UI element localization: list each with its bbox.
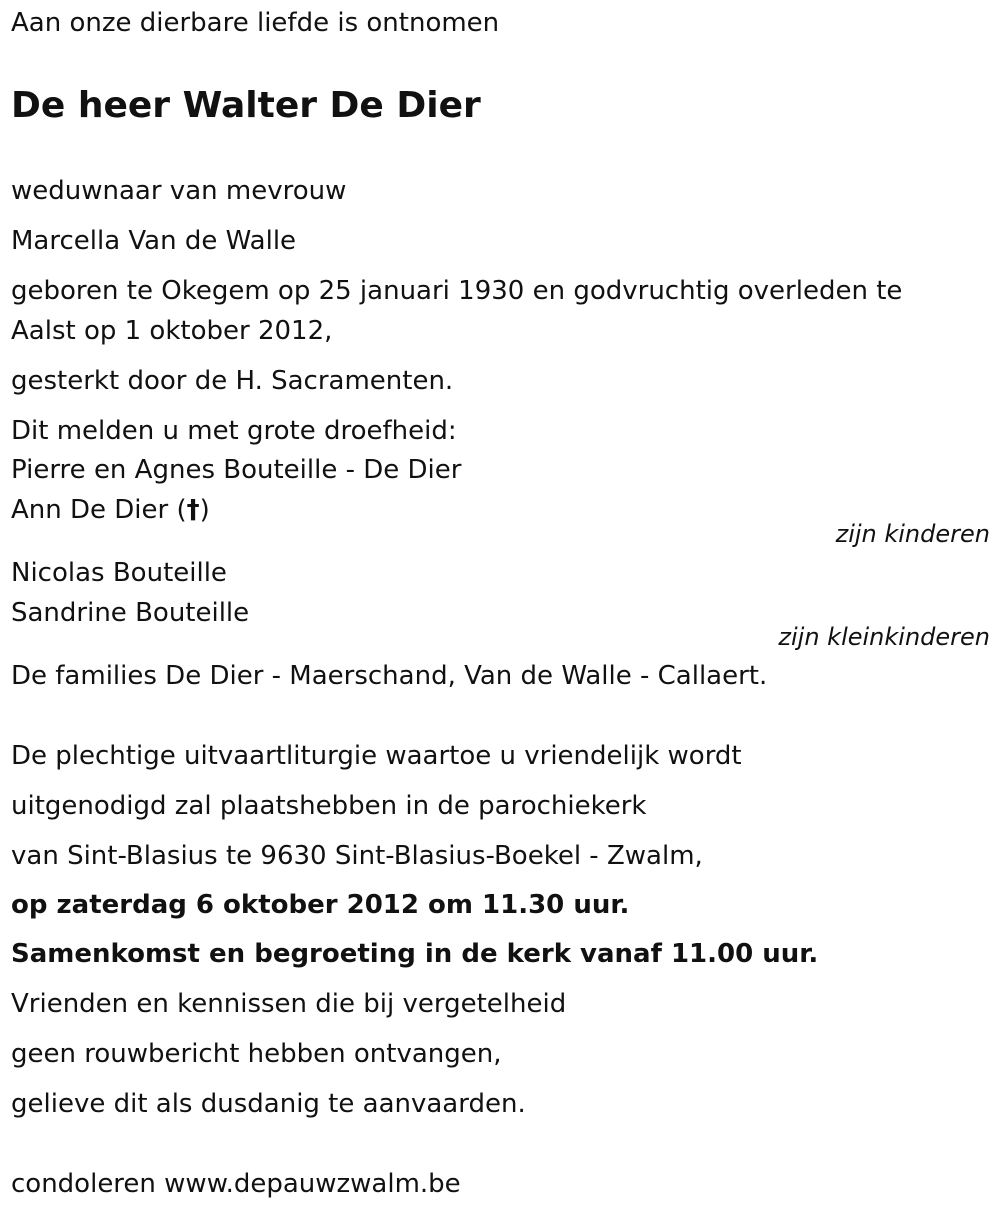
deceased-name: De heer Walter De Dier	[11, 85, 481, 126]
birth-death-line-1: geboren te Okegem op 25 januari 1930 en godvruchtig overleden te	[11, 276, 903, 306]
funeral-line-1: De plechtige uitvaartliturgie waartoe u vriendelijk wordt	[11, 741, 742, 771]
spouse-label: weduwnaar van mevrouw	[11, 176, 347, 206]
funeral-line-3: van Sint-Blasius te 9630 Sint-Blasius-Boekel - Zwalm,	[11, 841, 703, 871]
children-label: zijn kinderen	[835, 520, 990, 548]
intro-text: Aan onze dierbare liefde is ontnomen	[11, 8, 500, 38]
gathering-text: Samenkomst en begroeting in de kerk vanaf 11.00 uur.	[11, 939, 819, 969]
child-name-2	[11, 495, 210, 526]
child-name-1: Pierre en Agnes Bouteille - De Dier	[11, 455, 462, 485]
note-line-2: geen rouwbericht hebben ontvangen,	[11, 1039, 502, 1069]
sacraments-text: gesterkt door de H. Sacramenten.	[11, 366, 454, 396]
child-name-2-text: Ann De Dier (	[11, 495, 187, 525]
birth-death-line-2: Aalst op 1 oktober 2012,	[11, 316, 333, 346]
condolences-link[interactable]: condoleren www.depauwzwalm.be	[11, 1169, 461, 1199]
note-line-1: Vrienden en kennissen die bij vergetelheid	[11, 989, 567, 1019]
note-line-3: gelieve dit als dusdanig te aanvaarden.	[11, 1089, 526, 1119]
funeral-date: op zaterdag 6 oktober 2012 om 11.30 uur.	[11, 890, 630, 920]
families-text: De families De Dier - Maerschand, Van de Walle - Callaert.	[11, 661, 768, 691]
grandchild-name-2: Sandrine Bouteille	[11, 598, 250, 628]
cross-icon: †	[186, 495, 200, 525]
spouse-name: Marcella Van de Walle	[11, 226, 297, 256]
funeral-line-2: uitgenodigd zal plaatshebben in de parochiekerk	[11, 791, 647, 821]
grandchild-name-1: Nicolas Bouteille	[11, 558, 227, 588]
announcers-intro: Dit melden u met grote droefheid:	[11, 416, 457, 446]
grandchildren-label: zijn kleinkinderen	[778, 623, 990, 651]
child-name-2-close: )	[199, 495, 210, 525]
